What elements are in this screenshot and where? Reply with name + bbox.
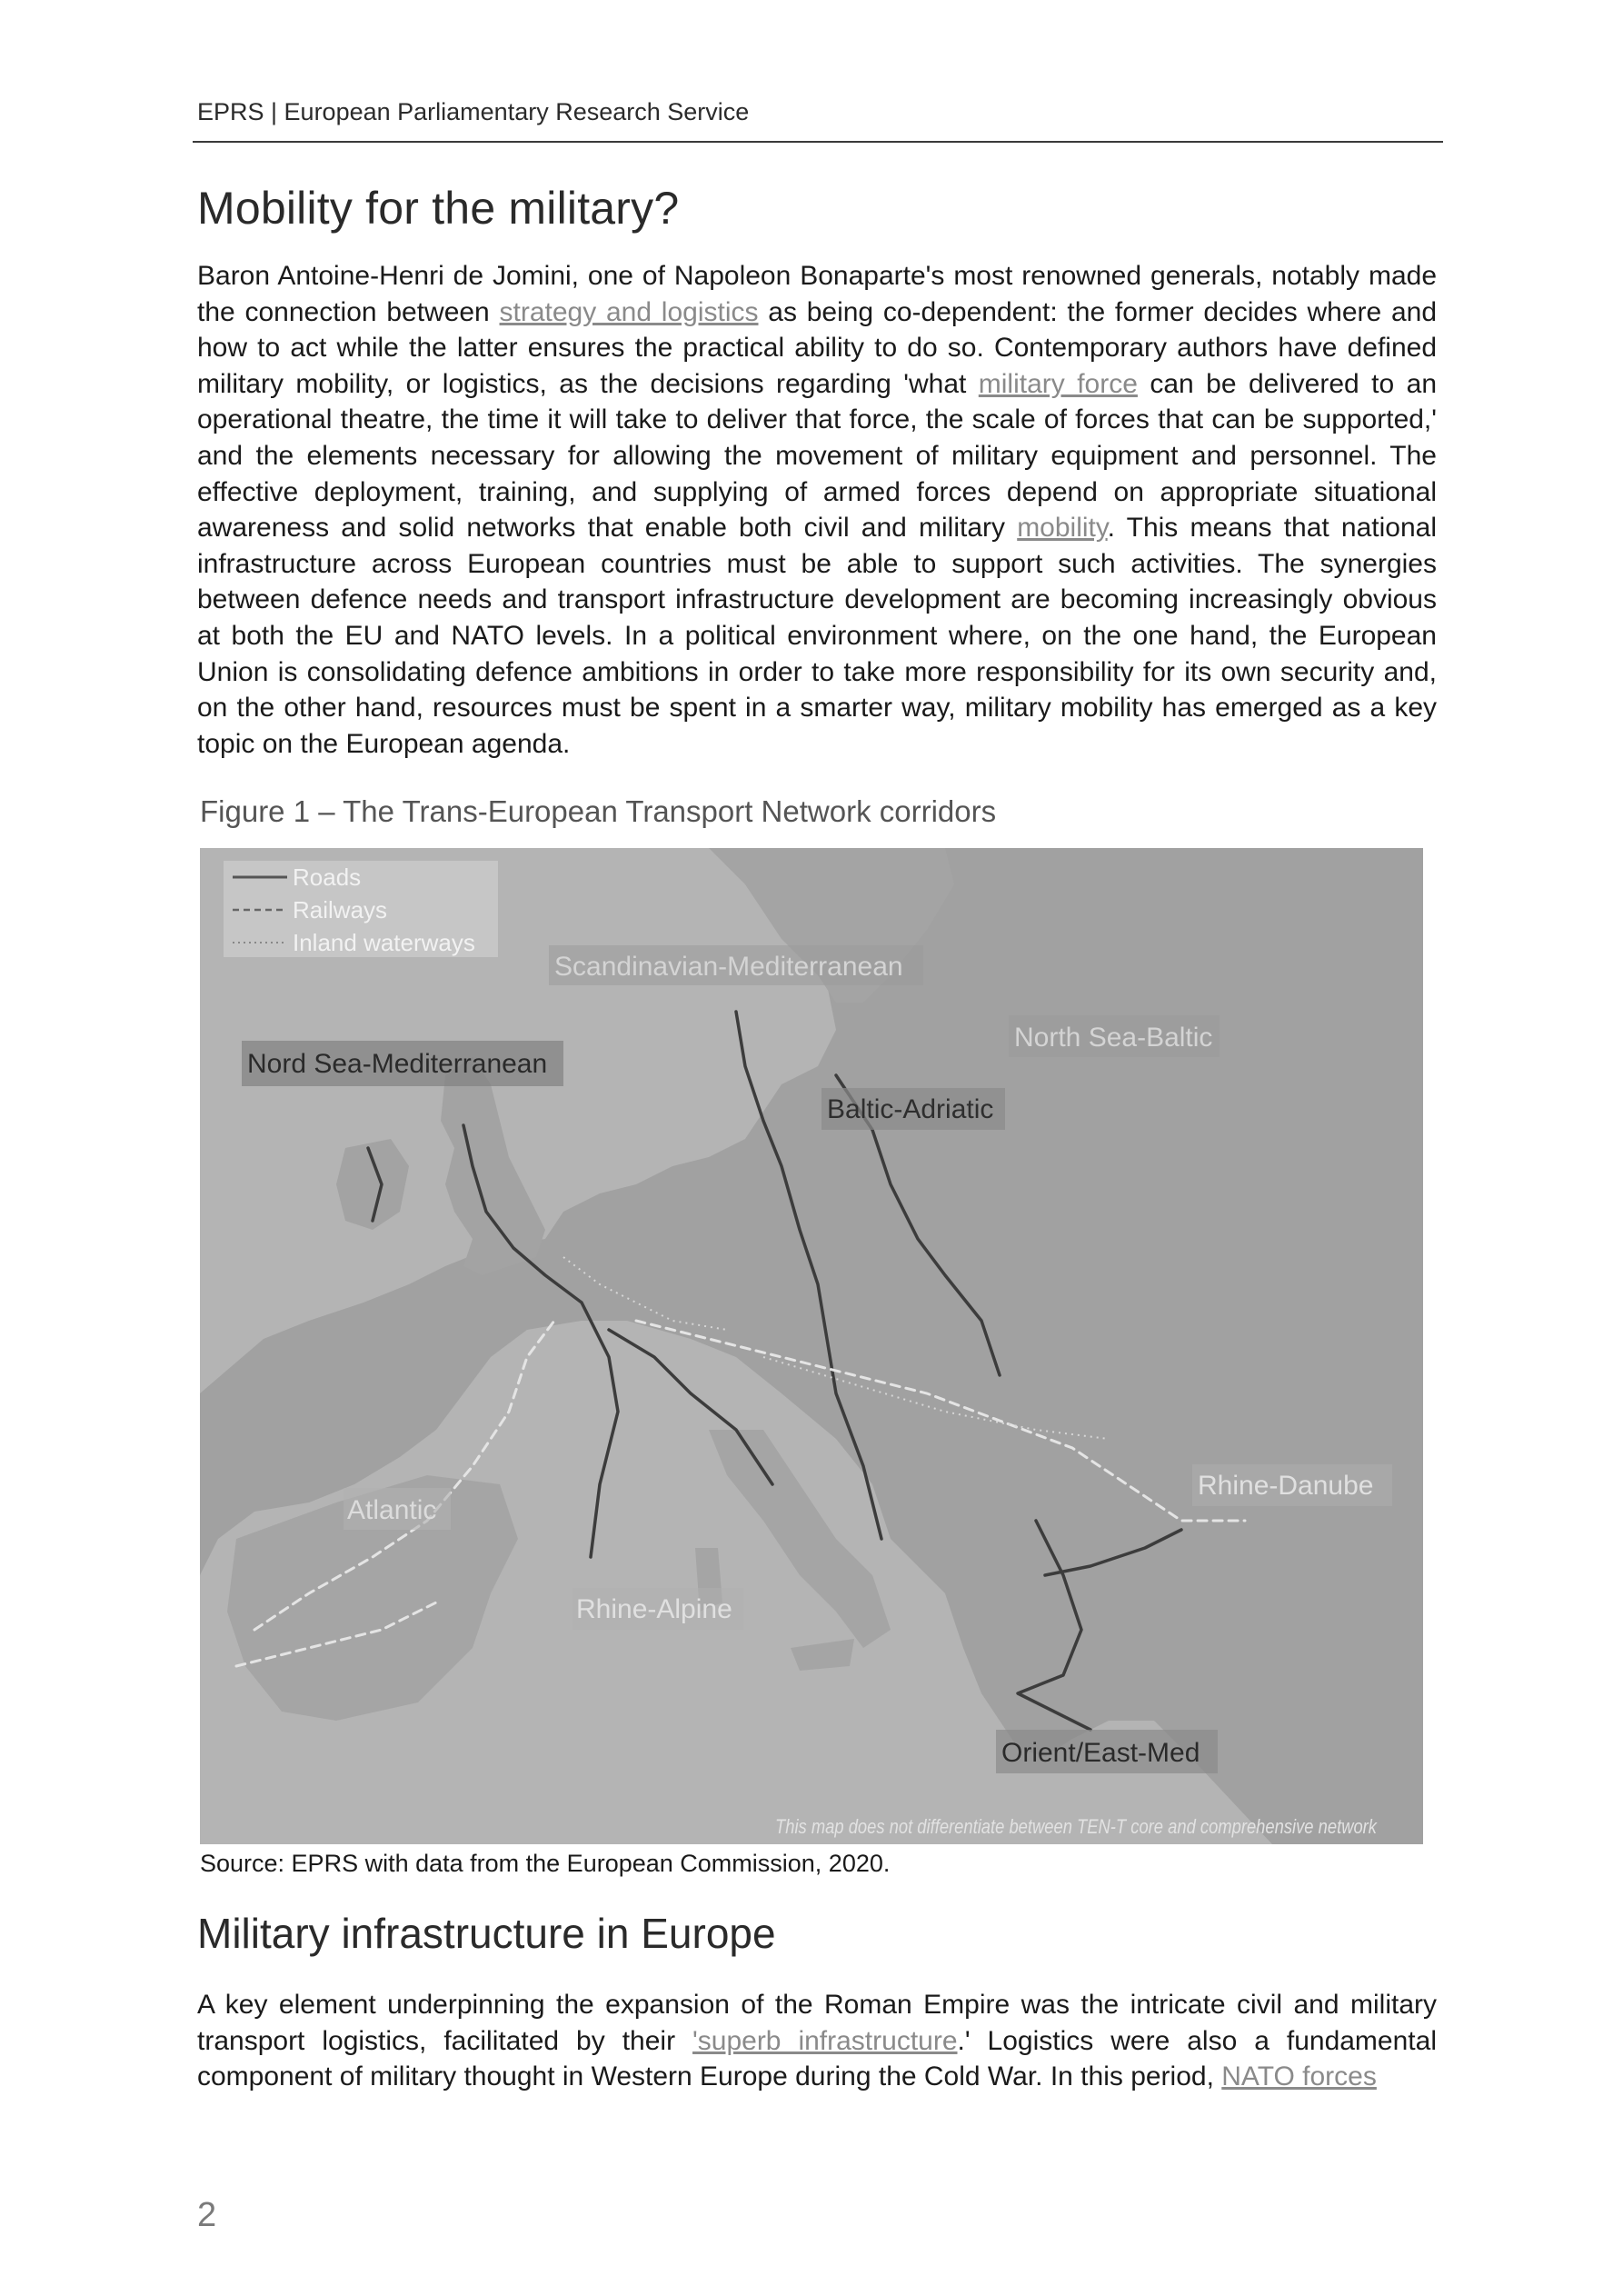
inline-link[interactable]: strategy and logistics (499, 296, 759, 327)
label-baltic-adriatic: Baltic-Adriatic (827, 1094, 994, 1124)
figure-source: Source: EPRS with data from the European Commission, 2020. (200, 1850, 891, 1877)
label-nord-sea-mediterranean: Nord Sea-Mediterranean (247, 1049, 548, 1079)
inline-link[interactable]: military force (978, 368, 1138, 399)
label-rhine-danube: Rhine-Danube (1198, 1471, 1374, 1501)
label-rhine-alpine: Rhine-Alpine (576, 1594, 732, 1624)
figure-caption: Figure 1 – The Trans-European Transport Network corridors (200, 794, 997, 828)
running-header: EPRS | European Parliamentary Research Service (197, 98, 750, 125)
label-north-sea-baltic: North Sea-Baltic (1014, 1023, 1213, 1053)
header-rule (193, 141, 1443, 143)
label-atlantic: Atlantic (347, 1495, 437, 1525)
inline-link[interactable]: NATO forces (1221, 2061, 1377, 2092)
legend-waterways-label: Inland waterways (293, 929, 475, 956)
section-title-mobility: Mobility for the military? (197, 183, 680, 234)
legend-roads-label: Roads (293, 863, 362, 891)
ten-t-corridor-map (200, 848, 1423, 1844)
paragraph-mobility: Baron Antoine-Henri de Jomini, one of Napoleon Bonaparte's most renowned generals, notably made the connection between strategy and logistics as being co-dependent: the former decides where and how to act while the latter ensures the practical ability to do so. Contemporary authors have defined military mobility, or logistics, as the decisions regarding 'what military force can be delivered to an operational theatre, the time it will take to deliver that force, the scale of forces that can be supported,' and the elements necessary for allowing the movement of military equipment and personnel. The effective deployment, training, and supplying of armed forces depend on appropriate situational awareness and solid networks that enable both civil and military mobility. This means that national infrastructure across European countries must be able to support such activities. The synergies between defence needs and transport infrastructure development are becoming increasingly obvious at both the EU and NATO levels. In a political environment where, on the one hand, the European Union is consolidating defence ambitions in order to take more responsibility for its own security and, on the other hand, resources must be spent in a smarter way, military mobility has emerged as a key topic on the European agenda. (197, 261, 1437, 759)
inline-link[interactable]: 'superb infrastructure (692, 2025, 958, 2056)
section-title-military-infrastructure: Military infrastructure in Europe (197, 1910, 776, 1957)
legend-railways-label: Railways (293, 896, 388, 923)
label-orient-east-med: Orient/East-Med (1001, 1738, 1200, 1768)
label-scandinavian-mediterranean: Scandinavian-Mediterranean (554, 952, 903, 982)
paragraph-military-infrastructure: A key element underpinning the expansion of the Roman Empire was the intricate civil and military transport logistics, facilitated by their 'superb infrastructure.' Logistics were also a fundamental component of military thought in Western Europe during the Cold War. In this period, NATO forces (197, 1990, 1437, 2092)
inline-link[interactable]: mobility (1017, 513, 1108, 544)
map-note: This map does not differentiate between TEN-T core and comprehensive network (775, 1815, 1378, 1838)
page-number: 2 (197, 2196, 217, 2234)
